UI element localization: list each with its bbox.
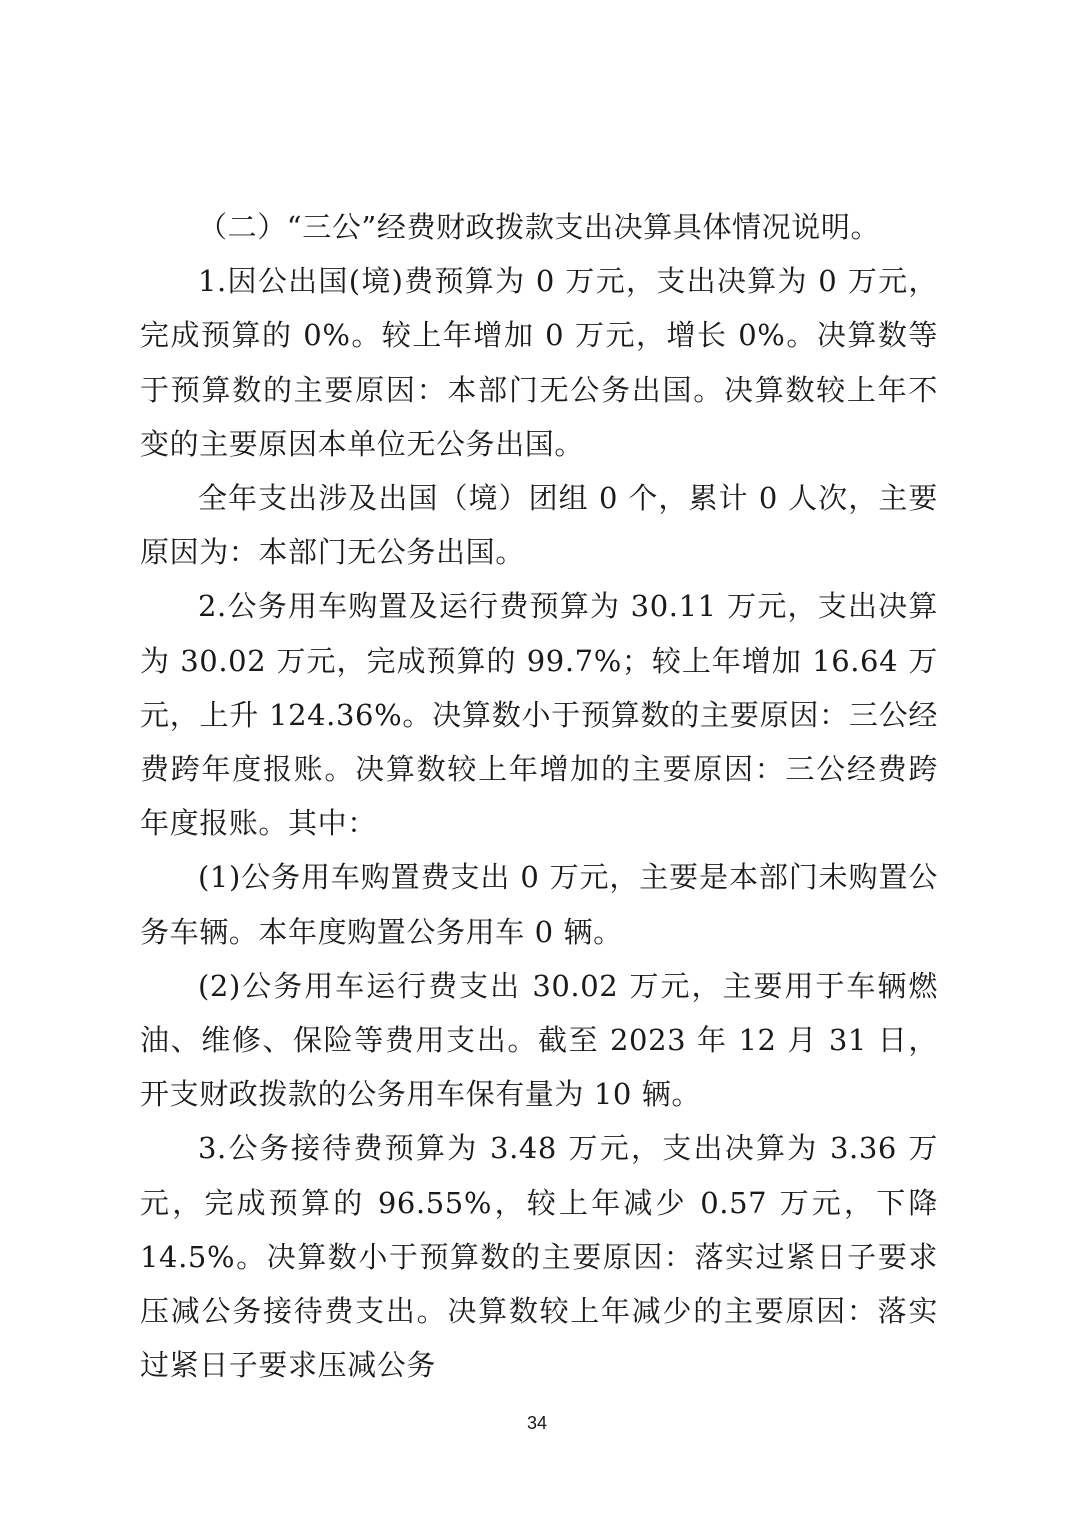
paragraph-vehicle-operation: (2)公务用车运行费支出 30.02 万元，主要用于车辆燃油、维修、保险等费用支出。截至 2023 年 12 月 31 日，开支财政拨款的公务用车保有量为 10 辆。	[140, 968, 938, 1112]
page-number: 34	[526, 1413, 548, 1433]
paragraph-overseas-groups: 全年支出涉及出国（境）团组 0 个，累计 0 人次，主要原因为：本部门无公务出国。	[140, 481, 938, 570]
paragraph-official-reception: 3.公务接待费预算为 3.48 万元，支出决算为 3.36 万元，完成预算的 96.55%，较上年减少 0.57 万元，下降 14.5%。决算数小于预算数的主要原因：落实过紧日子要求压减公务接待费支出。决算数较上年减少的主要原因：落实过紧日子要求压减公务	[140, 1131, 938, 1383]
paragraph-overseas-travel: 1.因公出国(境)费预算为 0 万元，支出决算为 0 万元，完成预算的 0%。较上年增加 0 万元，增长 0%。决算数等于预算数的主要原因：本部门无公务出国。决算数较上年不变的主要原因本单位无公务出国。	[140, 264, 938, 461]
paragraph-vehicle-purchase: (1)公务用车购置费支出 0 万元，主要是本部门未购置公务车辆。本年度购置公务用车 0 辆。	[140, 860, 938, 949]
paragraph-official-vehicles: 2.公务用车购置及运行费预算为 30.11 万元，支出决算为 30.02 万元，完成预算的 99.7%；较上年增加 16.64 万元，上升 124.36%。决算数小于预算数的主要原因：三公经费跨年度报账。决算数较上年增加的主要原因：三公经费跨年度报账。其中：	[140, 589, 938, 841]
section-heading: （二）“三公”经费财政拨款支出决算具体情况说明。	[198, 210, 881, 244]
document-body	[140, 200, 938, 1392]
